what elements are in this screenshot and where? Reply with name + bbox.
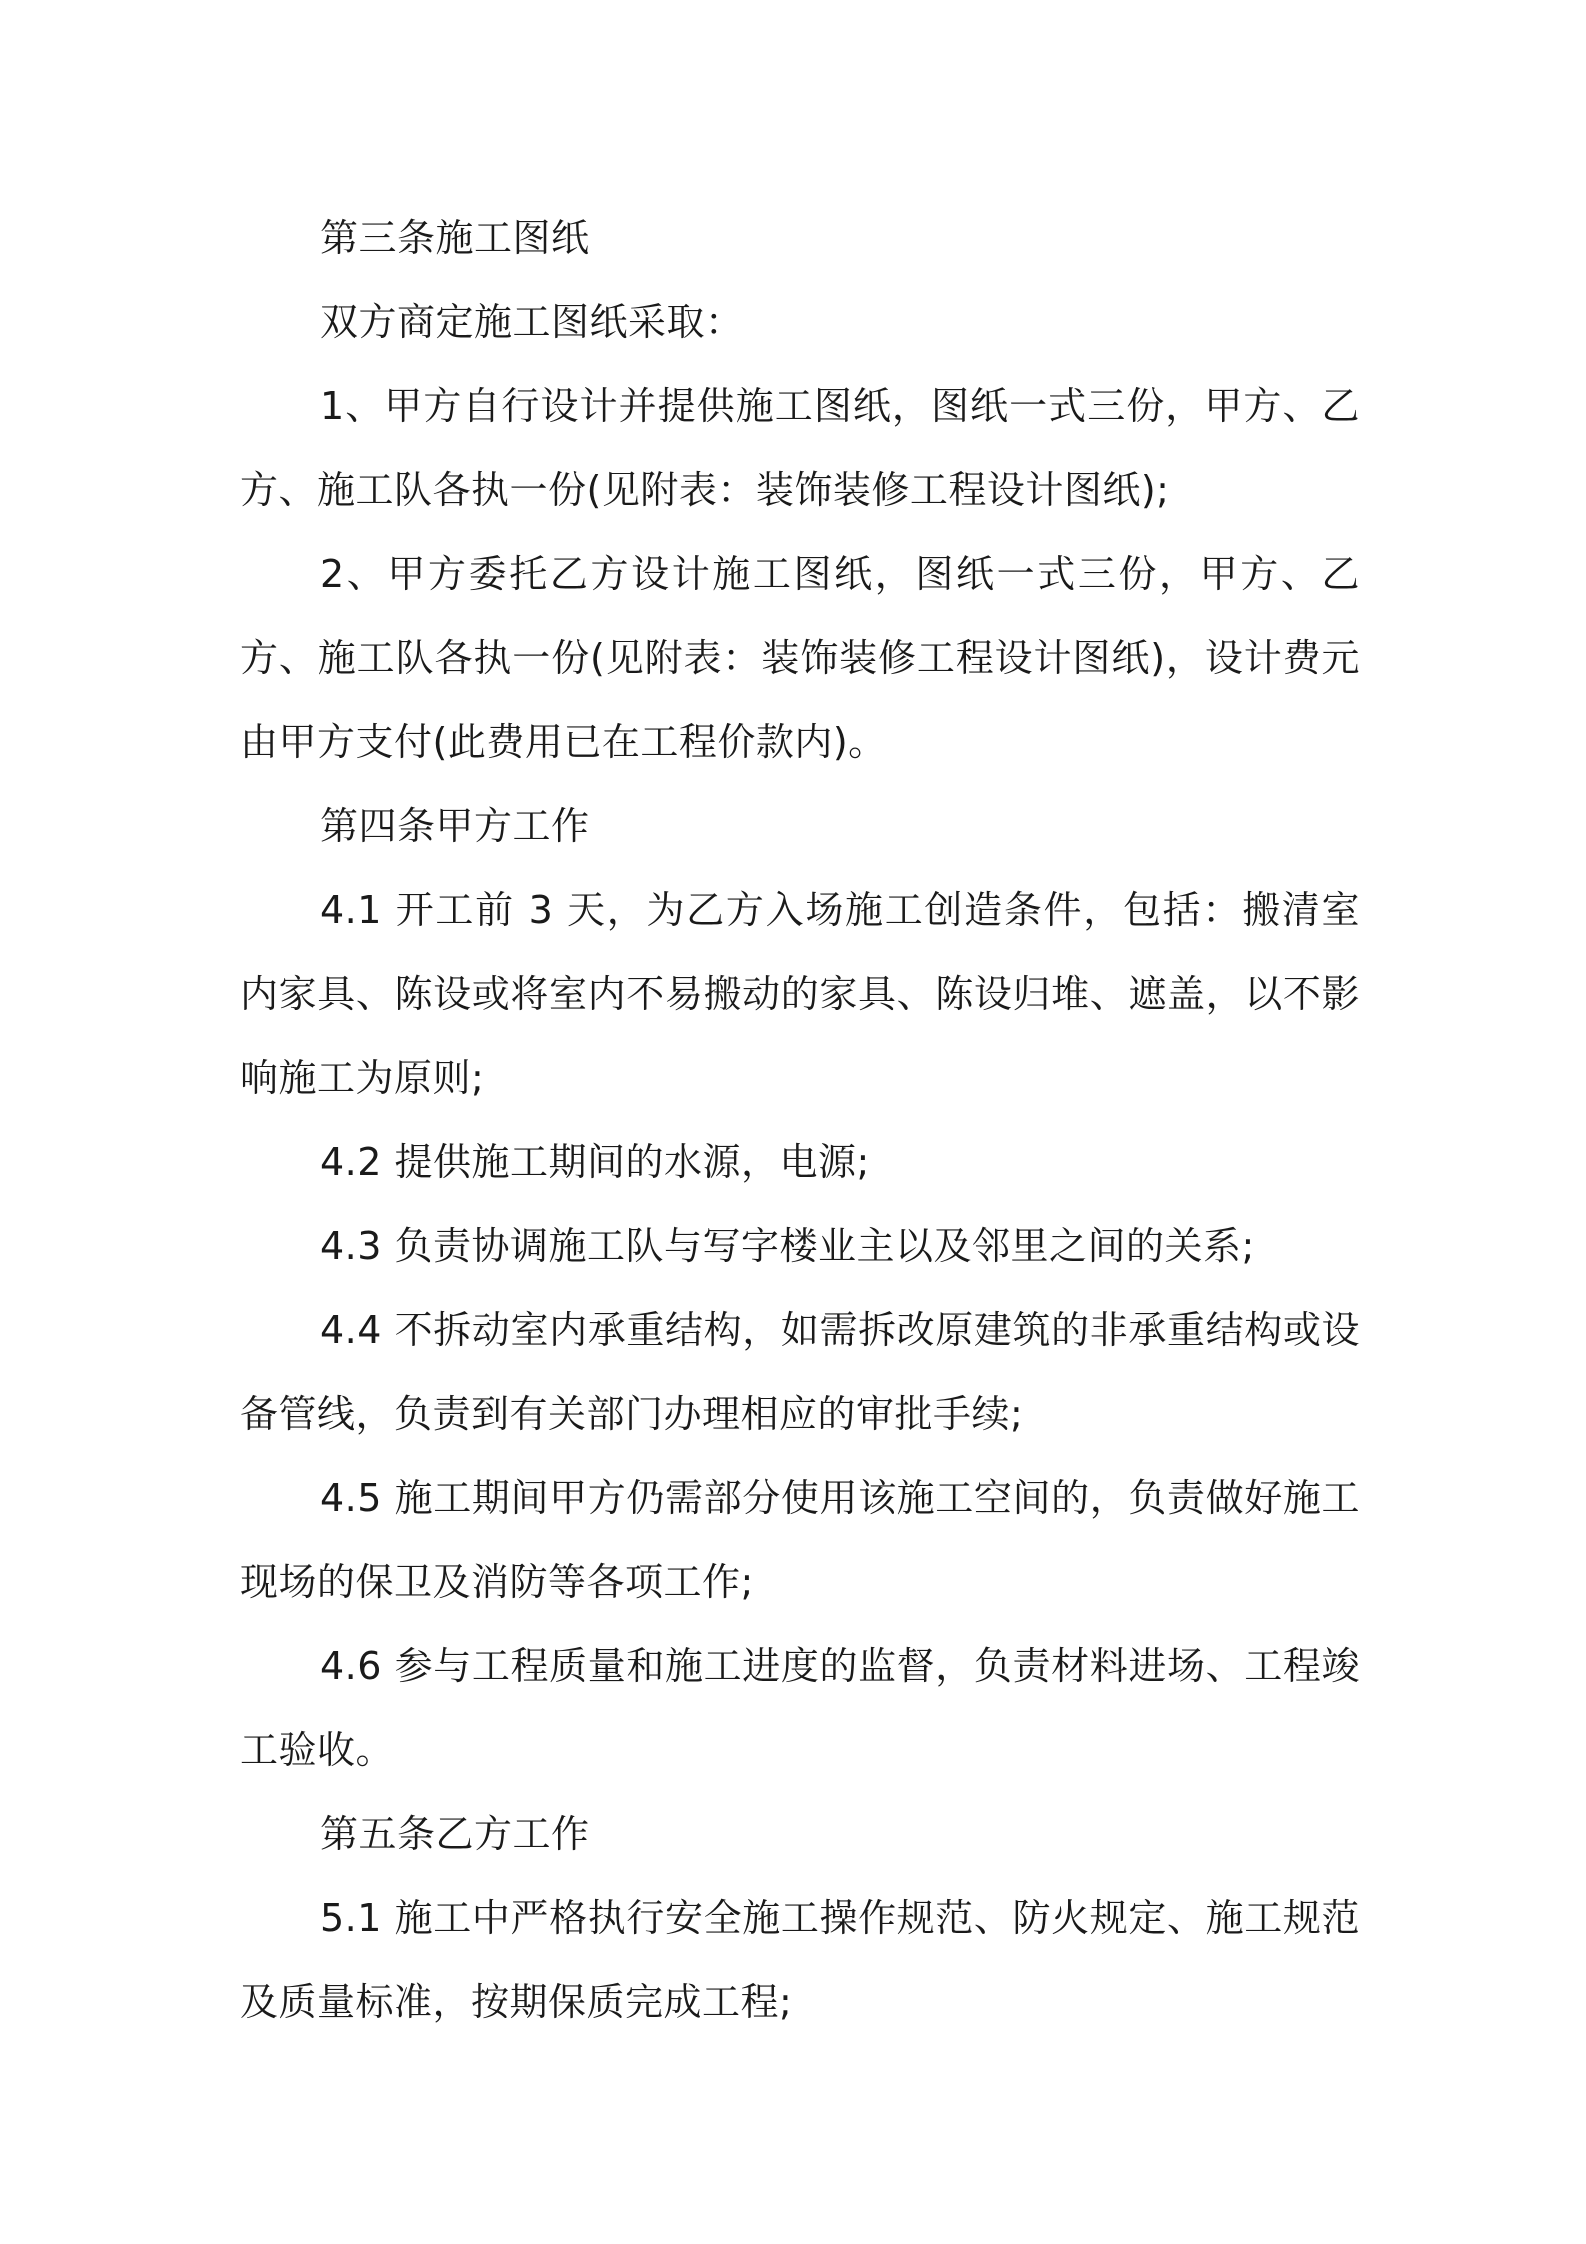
section-heading-5: 第五条乙方工作 xyxy=(320,1812,590,1856)
paragraph: 1、甲方自行设计并提供施工图纸，图纸一式三份，甲方、乙方、施工队各执一份(见附表：装饰装修工程设计图纸); xyxy=(240,384,1360,512)
paragraph: 4.6 参与工程质量和施工进度的监督，负责材料进场、工程竣工验收。 xyxy=(240,1644,1360,1772)
paragraph: 4.4 不拆动室内承重结构，如需拆改原建筑的非承重结构或设备管线，负责到有关部门办理相应的审批手续; xyxy=(240,1308,1360,1436)
section-heading-3: 第三条施工图纸 xyxy=(320,216,590,260)
paragraph: 双方商定施工图纸采取： xyxy=(320,300,744,344)
section-heading-4: 第四条甲方工作 xyxy=(320,804,590,848)
document-page xyxy=(240,196,1360,2044)
paragraph: 4.3 负责协调施工队与写字楼业主以及邻里之间的关系; xyxy=(320,1224,1255,1268)
paragraph: 4.5 施工期间甲方仍需部分使用该施工空间的，负责做好施工现场的保卫及消防等各项工作; xyxy=(240,1476,1360,1604)
paragraph: 4.2 提供施工期间的水源，电源; xyxy=(320,1140,870,1184)
paragraph: 4.1 开工前 3 天，为乙方入场施工创造条件，包括：搬清室内家具、陈设或将室内不易搬动的家具、陈设归堆、遮盖，以不影响施工为原则; xyxy=(240,888,1360,1100)
paragraph: 2、甲方委托乙方设计施工图纸，图纸一式三份，甲方、乙方、施工队各执一份(见附表：装饰装修工程设计图纸)，设计费元由甲方支付(此费用已在工程价款内)。 xyxy=(240,552,1360,764)
paragraph: 5.1 施工中严格执行安全施工操作规范、防火规定、施工规范及质量标准，按期保质完成工程; xyxy=(240,1896,1360,2024)
